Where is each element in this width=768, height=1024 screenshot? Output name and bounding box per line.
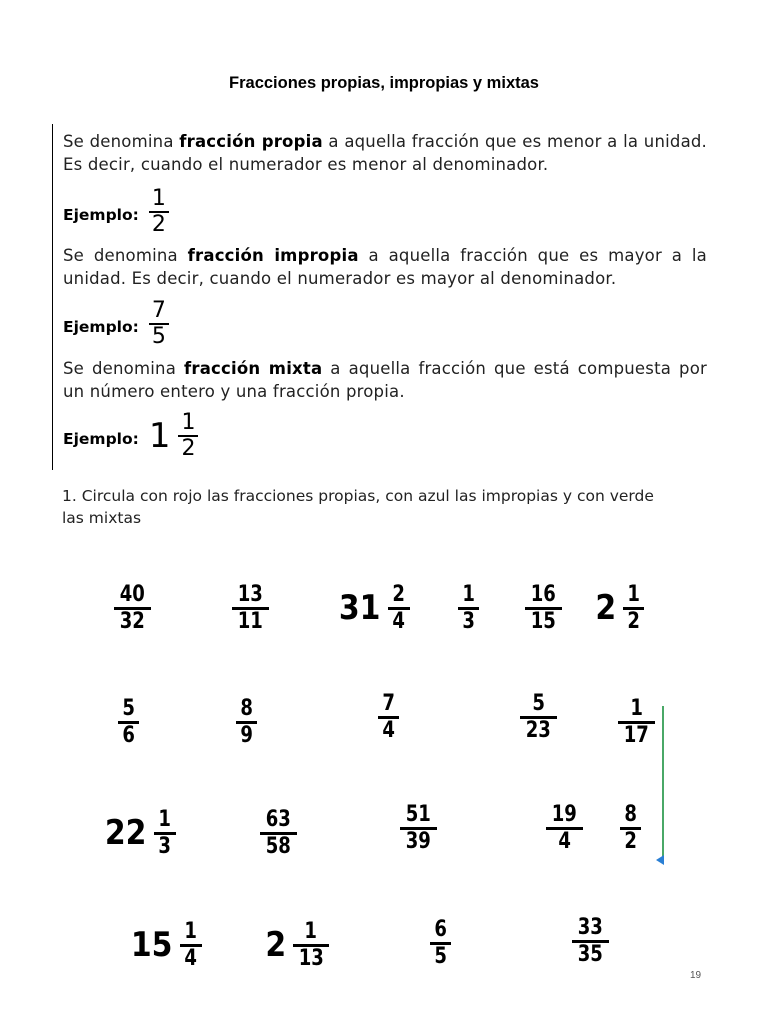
example-fraction-impropia [149, 299, 169, 349]
definition-mixta [63, 357, 707, 403]
fraction-item [114, 583, 151, 634]
denominator: 2 [181, 436, 196, 461]
definition-impropia-term: fracción impropia [187, 246, 359, 265]
definitions-box [52, 124, 713, 470]
numerator: 8 [240, 696, 253, 721]
numerator: 1 [151, 186, 166, 211]
mixed-fraction-item [102, 808, 176, 859]
denominator: 32 [119, 608, 145, 634]
definition-propia-term: fracción propia [179, 132, 323, 151]
fraction [236, 697, 257, 748]
fraction-item [232, 583, 269, 634]
numerator: 13 [237, 582, 263, 607]
numerator: 2 [392, 582, 406, 607]
whole-number: 2 [265, 925, 287, 966]
denominator: 4 [184, 945, 198, 971]
numerator: 40 [119, 582, 145, 607]
denominator: 11 [237, 608, 263, 634]
fraction-item [572, 916, 609, 967]
definition-impropia-post: a aquella fracción que es mayor a la unidad. Es decir, cuando el numerador es mayor al denominador. [63, 246, 707, 288]
numerator: 6 [434, 917, 447, 942]
example-fraction-mixta [178, 411, 198, 461]
mixed-fraction-item [128, 920, 202, 971]
whole-number: 22 [104, 813, 147, 854]
example-label: Ejemplo: [63, 206, 139, 224]
fraction [520, 692, 557, 743]
fraction [232, 583, 269, 634]
green-annotation-line [662, 706, 664, 862]
fraction-item [546, 803, 583, 854]
denominator: 4 [382, 717, 395, 743]
denominator: 6 [122, 722, 135, 748]
fraction [430, 918, 451, 969]
fraction [400, 803, 437, 854]
denominator: 2 [627, 608, 640, 634]
denominator: 2 [624, 828, 637, 854]
numerator: 1 [627, 582, 640, 607]
denominator: 58 [265, 833, 291, 859]
page-number: 19 [690, 970, 702, 981]
definition-mixta-term: fracción mixta [183, 359, 323, 378]
denominator: 4 [558, 828, 571, 854]
fraction [388, 583, 409, 634]
fraction [154, 808, 175, 859]
fraction-item [378, 692, 399, 743]
numerator: 1 [304, 919, 318, 944]
example-label: Ejemplo: [63, 430, 139, 448]
example-impropia [63, 294, 169, 354]
whole-number: 1 [148, 416, 171, 456]
fraction [180, 920, 201, 971]
fraction-item [260, 808, 297, 859]
numerator: 51 [405, 802, 431, 827]
numerator: 5 [122, 696, 135, 721]
numerator: 7 [382, 691, 395, 716]
whole-number: 31 [338, 588, 381, 629]
numerator: 63 [265, 807, 291, 832]
definition-mixta-post: a aquella fracción que está compuesta por un número entero y una fracción propia. [63, 359, 707, 401]
denominator: 5 [151, 324, 166, 349]
fraction [118, 697, 139, 748]
fraction-item [525, 583, 562, 634]
fraction [620, 803, 641, 854]
numerator: 1 [462, 582, 475, 607]
denominator: 17 [623, 722, 649, 748]
fraction-item [118, 697, 139, 748]
definition-propia-pre: Se denomina [63, 132, 180, 151]
fraction [546, 803, 583, 854]
denominator: 13 [298, 945, 324, 971]
denominator: 3 [462, 608, 475, 634]
denominator: 35 [577, 941, 603, 967]
denominator: 23 [525, 717, 551, 743]
numerator: 1 [184, 919, 198, 944]
numerator: 5 [532, 691, 545, 716]
mixed-fraction-item [264, 920, 329, 971]
fraction [525, 583, 562, 634]
fraction [114, 583, 151, 634]
mixed-fraction-item [594, 583, 644, 634]
exercise-instruction: 1. Circula con rojo las fracciones propias, con azul las impropias y con verde las mixtas [62, 487, 654, 527]
numerator: 1 [630, 696, 643, 721]
definition-propia [63, 130, 707, 176]
fraction-item [400, 803, 437, 854]
fraction [260, 808, 297, 859]
blue-arrow-marker [656, 855, 664, 865]
example-mixta [63, 406, 198, 466]
denominator: 2 [151, 212, 166, 237]
fraction [572, 916, 609, 967]
fraction-item [430, 918, 451, 969]
fraction-item [236, 697, 257, 748]
definition-impropia-pre: Se denomina [63, 246, 188, 265]
numerator: 7 [151, 298, 166, 323]
example-label: Ejemplo: [63, 318, 139, 336]
mixed-fraction-item [336, 583, 410, 634]
whole-number: 15 [130, 925, 173, 966]
fraction-item [620, 803, 641, 854]
denominator: 39 [405, 828, 431, 854]
numerator: 33 [577, 915, 603, 940]
fraction-item [520, 692, 557, 743]
denominator: 4 [392, 608, 406, 634]
denominator: 5 [434, 943, 447, 969]
fraction [623, 583, 644, 634]
whole-number: 2 [595, 588, 617, 629]
fraction [618, 697, 655, 748]
example-propia [63, 182, 169, 242]
definition-propia-post: a aquella fracción que es menor a la unidad. Es decir, cuando el numerador es menor al denominador. [63, 132, 707, 174]
definition-impropia [63, 244, 707, 290]
denominator: 15 [530, 608, 556, 634]
numerator: 16 [530, 582, 556, 607]
example-fraction-propia [149, 187, 169, 237]
numerator: 1 [158, 807, 172, 832]
denominator: 9 [240, 722, 253, 748]
fraction-item [618, 697, 655, 748]
fraction-item [458, 583, 479, 634]
numerator: 8 [624, 802, 637, 827]
numerator: 19 [551, 802, 577, 827]
fraction [293, 920, 330, 971]
definition-mixta-pre: Se denomina [63, 359, 184, 378]
denominator: 3 [158, 833, 172, 859]
fraction [378, 692, 399, 743]
numerator: 1 [181, 410, 196, 435]
page-title: Fracciones propias, impropias y mixtas [229, 74, 539, 92]
fraction [458, 583, 479, 634]
